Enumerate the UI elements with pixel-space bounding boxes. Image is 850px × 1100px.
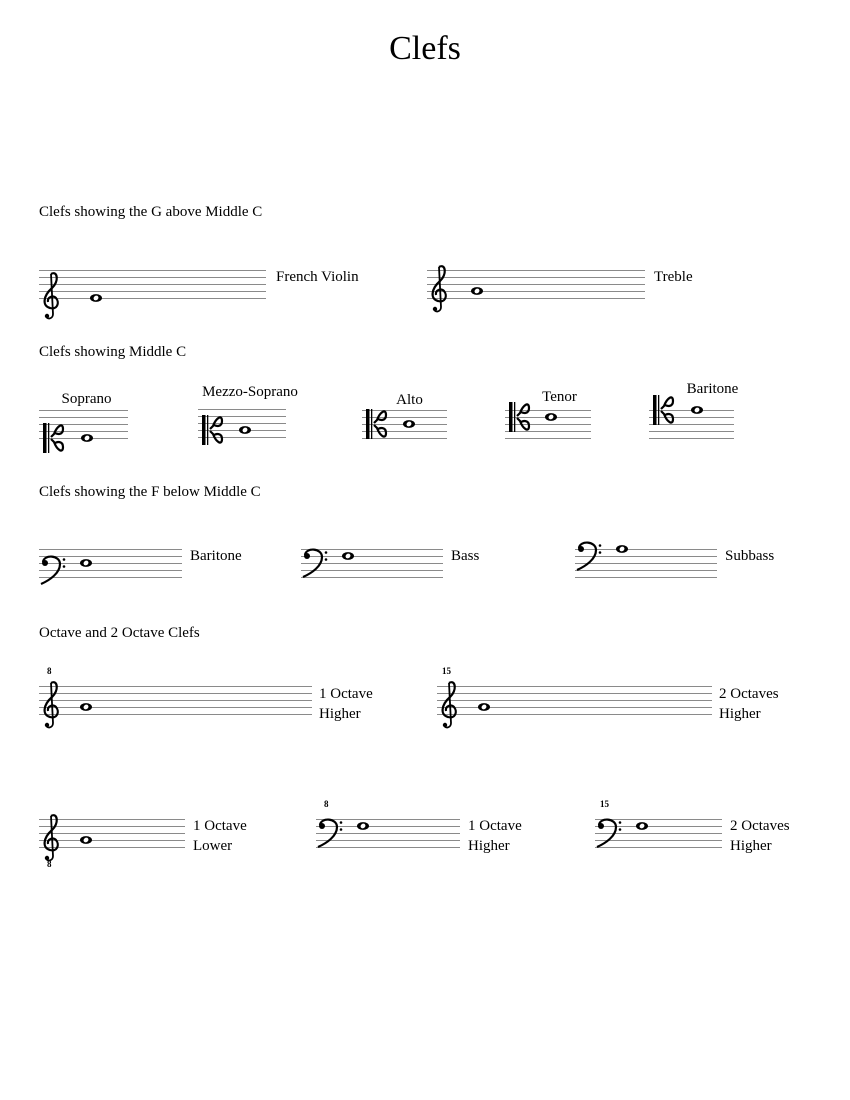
whole-note-icon	[80, 559, 92, 567]
clef-label-line: French Violin	[276, 269, 359, 285]
c-clef-icon	[653, 395, 673, 425]
whole-note-icon	[691, 406, 703, 414]
clef-label-line: Subbass	[725, 548, 775, 564]
clef-label-treble	[654, 267, 693, 287]
clef-label-french-violin	[276, 267, 359, 287]
whole-note-icon	[80, 703, 92, 711]
clef-label-line: 2 Octaves	[730, 818, 790, 834]
clef-label-treble-15ma	[719, 684, 779, 724]
clef-label-line: 1 Octave	[468, 818, 522, 834]
staff-treble-8vb	[39, 819, 185, 869]
clef-label-line: Higher	[730, 838, 772, 854]
section-heading: Clefs showing the G above Middle C	[39, 204, 263, 220]
staff-f-baritone	[39, 549, 182, 578]
staff-bass	[301, 549, 443, 578]
staff-french-violin	[39, 270, 266, 299]
clef-label-line: Mezzo-Soprano	[202, 384, 298, 400]
staff-alto	[362, 410, 447, 439]
staff-mezzo-soprano	[198, 409, 286, 438]
octave-marker: 15	[600, 799, 609, 809]
clef-label-alto	[362, 390, 457, 410]
staff-treble-8va	[39, 666, 312, 715]
treble-clef-icon	[433, 266, 446, 311]
clef-label-c-baritone	[665, 379, 760, 399]
c-clef-icon	[202, 415, 222, 445]
treble-clef-icon	[443, 682, 456, 727]
clef-label-soprano	[39, 389, 134, 409]
section-heading: Clefs showing the F below Middle C	[39, 484, 261, 500]
clef-label-treble-8va	[319, 684, 373, 724]
bass-clef-icon	[303, 550, 327, 577]
clef-label-line: Lower	[193, 838, 233, 854]
clef-label-line: Baritone	[190, 548, 242, 564]
clef-label-line: Soprano	[61, 391, 112, 407]
clef-label-line: 1 Octave	[319, 686, 373, 702]
clef-label-bass	[451, 546, 479, 566]
clef-label-bass-15ma	[730, 816, 790, 856]
whole-note-icon	[239, 426, 251, 434]
section-heading: Clefs showing Middle C	[39, 344, 187, 360]
whole-note-icon	[545, 413, 557, 421]
octave-marker: 8	[47, 666, 52, 676]
staff-tenor	[505, 410, 591, 439]
staff-treble-15ma	[437, 666, 712, 715]
whole-note-icon	[616, 545, 628, 553]
whole-note-icon	[357, 822, 369, 830]
c-clef-icon	[366, 409, 386, 439]
staff-treble	[427, 270, 645, 299]
whole-note-icon	[342, 552, 354, 560]
staff-c-baritone	[649, 410, 734, 439]
whole-note-icon	[81, 434, 93, 442]
clef-label-line: Alto	[396, 392, 423, 408]
octave-marker: 8	[324, 799, 329, 809]
whole-note-icon	[80, 836, 92, 844]
clef-label-bass-8va	[468, 816, 522, 856]
treble-clef-icon	[45, 682, 58, 727]
clef-label-line: Higher	[719, 706, 761, 722]
whole-note-icon	[90, 294, 102, 302]
clef-label-line: Tenor	[542, 389, 577, 405]
staff-bass-15ma	[595, 799, 722, 848]
section-heading: Octave and 2 Octave Clefs	[39, 625, 200, 641]
treble-clef-icon	[45, 273, 58, 318]
bass-clef-icon	[41, 557, 65, 584]
c-clef-icon	[43, 423, 63, 453]
bass-clef-icon	[597, 820, 621, 847]
clef-label-subbass	[725, 546, 774, 566]
bass-clef-icon	[318, 820, 342, 847]
clef-label-f-baritone	[190, 546, 242, 566]
clef-label-line: Bass	[451, 548, 480, 564]
clef-label-mezzo-soprano	[190, 382, 310, 402]
octave-marker: 15	[442, 666, 451, 676]
clef-label-line: 1 Octave	[193, 818, 247, 834]
whole-note-icon	[636, 822, 648, 830]
clef-label-line: Baritone	[686, 381, 739, 397]
whole-note-icon	[478, 703, 490, 711]
staff-bass-8va	[316, 799, 460, 848]
staff-soprano	[39, 410, 128, 439]
octave-marker: 8	[47, 859, 52, 869]
clef-label-line: Treble	[654, 269, 693, 285]
bass-clef-icon	[577, 543, 601, 570]
clef-label-line: 2 Octaves	[719, 686, 779, 702]
clef-label-treble-8vb	[193, 816, 247, 856]
clef-label-tenor	[512, 387, 607, 407]
treble-clef-icon	[45, 815, 58, 860]
whole-note-icon	[403, 420, 415, 428]
page-title: Clefs	[389, 30, 461, 67]
staff-subbass	[575, 549, 717, 578]
whole-note-icon	[471, 287, 483, 295]
clef-label-line: Higher	[468, 838, 510, 854]
clef-label-line: Higher	[319, 706, 361, 722]
